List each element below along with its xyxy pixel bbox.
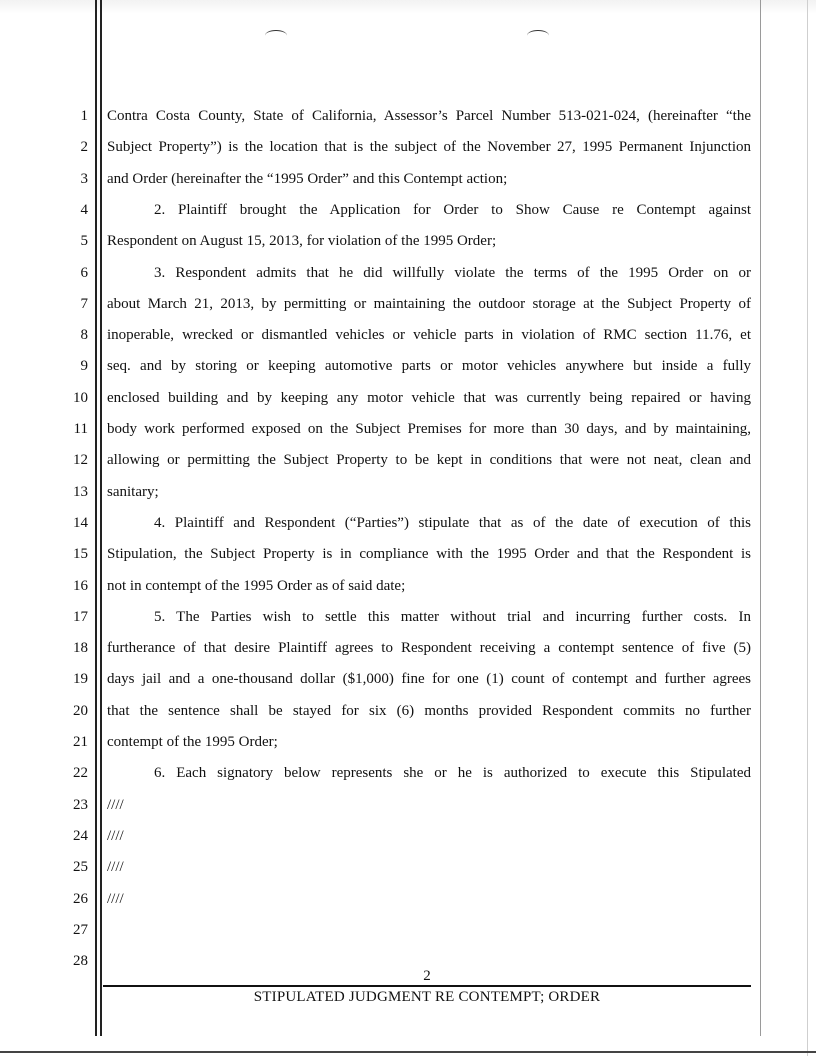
body-line: enclosed building and by keeping any motor vehicle that was currently being repaired or having bbox=[107, 389, 751, 406]
line-number: 8 bbox=[80, 327, 88, 344]
body-line: //// bbox=[107, 859, 124, 876]
body-line: Subject Property”) is the location that is the subject of the November 27, 1995 Permanent Injunction bbox=[107, 139, 751, 156]
line-number: 2 bbox=[80, 139, 88, 156]
body-line: not in contempt of the 1995 Order as of said date; bbox=[107, 577, 406, 594]
body-line: that the sentence shall be stayed for six (6) months provided Respondent commits no further bbox=[107, 702, 751, 719]
line-number: 19 bbox=[73, 671, 88, 688]
body-line: Stipulation, the Subject Property is in compliance with the 1995 Order and that the Respondent is bbox=[107, 546, 751, 563]
body-line: sanitary; bbox=[107, 483, 159, 500]
punch-hole-mark-left bbox=[265, 30, 287, 41]
line-number: 23 bbox=[73, 796, 88, 813]
line-number: 1 bbox=[80, 108, 88, 124]
line-number: 17 bbox=[73, 608, 88, 625]
line-number: 3 bbox=[80, 170, 88, 187]
line-number: 5 bbox=[80, 233, 88, 250]
body-line: 4. Plaintiff and Respondent (“Parties”) stipulate that as of the date of execution of this bbox=[154, 514, 751, 531]
line-number: 18 bbox=[73, 640, 88, 657]
line-number: 14 bbox=[73, 514, 88, 531]
scan-bottom-edge bbox=[0, 1051, 816, 1053]
body-line: about March 21, 2013, by permitting or maintaining the outdoor storage at the Subject Property of bbox=[107, 295, 751, 312]
line-number: 24 bbox=[73, 827, 88, 844]
body-line: Contra Costa County, State of California, Assessor’s Parcel Number 513-021-024, (hereinafter “the bbox=[107, 108, 751, 124]
scan-right-edge bbox=[807, 0, 808, 1056]
body-line: //// bbox=[107, 796, 124, 813]
line-number: 10 bbox=[73, 389, 88, 406]
body-line: 6. Each signatory below represents she or he is authorized to execute this Stipulated bbox=[154, 765, 751, 782]
body-line: Respondent on August 15, 2013, for violation of the 1995 Order; bbox=[107, 233, 497, 250]
line-number: 28 bbox=[73, 953, 88, 970]
line-number: 12 bbox=[73, 452, 88, 469]
body-line: contempt of the 1995 Order; bbox=[107, 734, 278, 750]
body-line: //// bbox=[107, 827, 124, 844]
line-number: 4 bbox=[80, 201, 88, 218]
line-number: 6 bbox=[80, 264, 88, 281]
footer-title: STIPULATED JUDGMENT RE CONTEMPT; ORDER bbox=[253, 989, 601, 1005]
body-line: 5. The Parties wish to settle this matter without trial and incurring further costs. In bbox=[154, 608, 751, 625]
pleading-rule-left-inner bbox=[100, 0, 102, 1036]
line-number: 11 bbox=[73, 421, 88, 437]
body-line: inoperable, wrecked or dismantled vehicles or vehicle parts in violation of RMC section 11.76, et bbox=[107, 327, 751, 344]
line-number: 27 bbox=[73, 921, 88, 938]
pleading-rule-left-outer bbox=[95, 0, 97, 1036]
line-number: 15 bbox=[73, 546, 88, 563]
page-number: 2 bbox=[423, 968, 431, 984]
body-line: 2. Plaintiff brought the Application for Order to Show Cause re Contempt against bbox=[154, 201, 751, 218]
line-number: 25 bbox=[73, 859, 88, 876]
line-number: 9 bbox=[80, 358, 88, 375]
punch-hole-mark-right bbox=[527, 30, 549, 41]
body-line: body work performed exposed on the Subject Premises for more than 30 days, and by maintaining, bbox=[107, 421, 751, 437]
scan-top-edge bbox=[0, 0, 816, 14]
line-number: 22 bbox=[73, 765, 88, 782]
body-line: seq. and by storing or keeping automotive parts or motor vehicles anywhere but inside a fully bbox=[107, 358, 751, 375]
line-number: 16 bbox=[73, 577, 88, 594]
line-number: 13 bbox=[73, 483, 88, 500]
body-line: furtherance of that desire Plaintiff agrees to Respondent receiving a contempt sentence of five (5) bbox=[107, 640, 751, 657]
body-line: //// bbox=[107, 890, 124, 907]
line-number: 20 bbox=[73, 702, 88, 719]
line-number: 7 bbox=[80, 295, 88, 312]
body-line: and Order (hereinafter the “1995 Order” and this Contempt action; bbox=[107, 170, 508, 187]
body-line: 3. Respondent admits that he did willfully violate the terms of the 1995 Order on or bbox=[154, 264, 751, 281]
line-number: 21 bbox=[73, 734, 88, 750]
line-number: 26 bbox=[73, 890, 88, 907]
body-line: days jail and a one-thousand dollar ($1,000) fine for one (1) count of contempt and further agrees bbox=[107, 671, 751, 688]
pleading-rule-right bbox=[760, 0, 761, 1036]
body-line: allowing or permitting the Subject Property to be kept in conditions that were not neat, clean and bbox=[107, 452, 751, 469]
footer-rule bbox=[103, 985, 751, 987]
